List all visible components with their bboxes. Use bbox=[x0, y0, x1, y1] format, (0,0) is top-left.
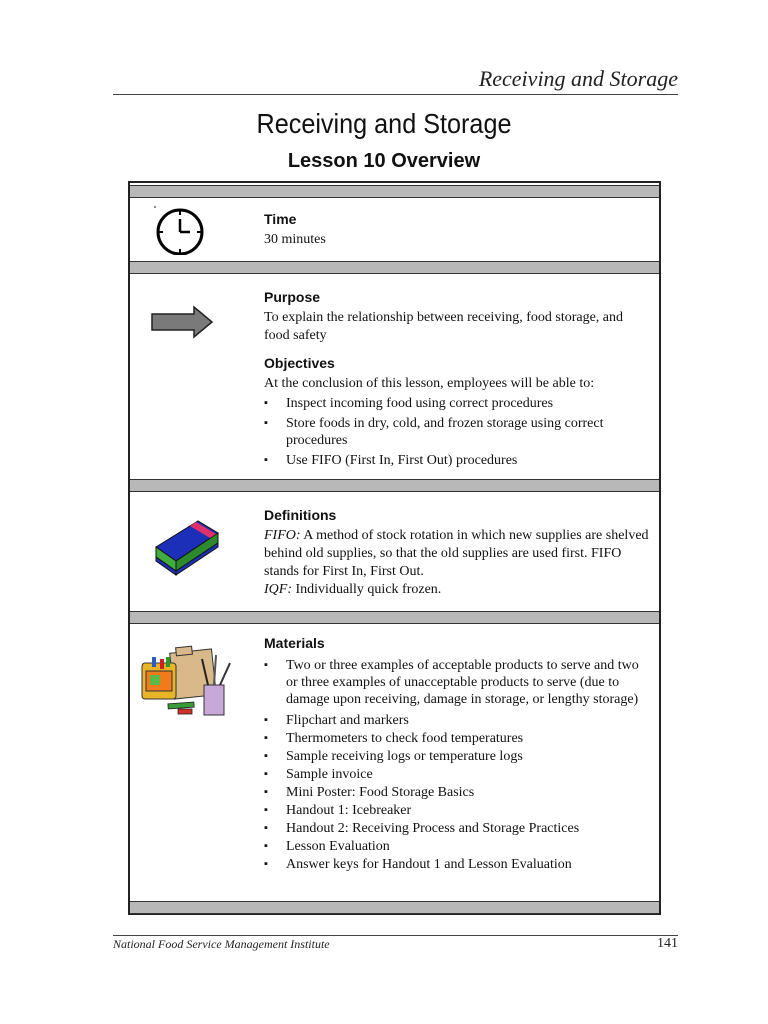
list-item: ▪ Use FIFO (First In, First Out) procedures bbox=[264, 452, 649, 469]
separator-bar bbox=[130, 901, 659, 914]
running-head: Receiving and Storage bbox=[478, 66, 678, 91]
page-title: Receiving and Storage bbox=[256, 108, 512, 139]
page-number: 141 bbox=[657, 936, 678, 951]
list-item: ▪ Store foods in dry, cold, and frozen storage using correct procedures bbox=[264, 415, 649, 449]
header-rule bbox=[113, 94, 678, 95]
footer-rule bbox=[113, 935, 678, 936]
iqf-term: IQF: bbox=[264, 582, 292, 597]
list-item: ▪ Two or three examples of acceptable products to serve and two or three examples of unacceptable products to serve (due to damage upon receiving, damage in storage, or lengthy storage) bbox=[264, 657, 649, 708]
list-item: ▪ Handout 2: Receiving Process and Storage Practices bbox=[264, 820, 649, 837]
list-item: ▪ Mini Poster: Food Storage Basics bbox=[264, 784, 649, 801]
objectives-heading: Objectives bbox=[264, 355, 335, 371]
fifo-term: FIFO: bbox=[264, 528, 301, 543]
objectives-intro: At the conclusion of this lesson, employees will be able to: bbox=[264, 376, 595, 391]
list-item: ▪ Sample invoice bbox=[264, 766, 649, 783]
purpose-heading: Purpose bbox=[264, 289, 321, 305]
fifo-text: A method of stock rotation in which new supplies are shelved behind old supplies, so that the old supplies are used first. FIFO stands for First In, First Out. bbox=[264, 528, 649, 579]
objectives-list bbox=[264, 395, 649, 469]
list-item: ▪ Lesson Evaluation bbox=[264, 838, 649, 855]
materials-section bbox=[130, 625, 659, 901]
iqf-definition bbox=[264, 581, 649, 599]
page-subtitle: Lesson 10 Overview bbox=[287, 150, 481, 172]
definitions-section bbox=[130, 493, 659, 611]
fifo-definition bbox=[264, 527, 649, 581]
separator-bar bbox=[130, 479, 659, 492]
separator-bar bbox=[130, 261, 659, 274]
list-item: ▪ Sample receiving logs or temperature logs bbox=[264, 748, 649, 765]
materials-heading: Materials bbox=[264, 635, 325, 651]
book-icon bbox=[150, 507, 226, 584]
list-item: ▪ Thermometers to check food temperatures bbox=[264, 730, 649, 747]
arrow-right-icon bbox=[150, 305, 214, 344]
iqf-text: Individually quick frozen. bbox=[292, 582, 442, 597]
separator-bar bbox=[130, 611, 659, 624]
time-heading: Time bbox=[264, 211, 297, 227]
definitions-heading: Definitions bbox=[264, 507, 337, 523]
clock-icon bbox=[152, 205, 212, 260]
separator-bar bbox=[130, 185, 659, 198]
school-supplies-icon bbox=[138, 645, 238, 726]
materials-list bbox=[264, 657, 649, 873]
purpose-text: To explain the relationship between receiving, food storage, and food safety bbox=[264, 310, 624, 343]
list-item: ▪ Inspect incoming food using correct procedures bbox=[264, 395, 649, 412]
time-value: 30 minutes bbox=[264, 232, 326, 247]
purpose-section bbox=[130, 275, 659, 479]
time-section bbox=[130, 199, 659, 261]
overview-box bbox=[128, 181, 661, 915]
list-item: ▪ Answer keys for Handout 1 and Lesson Evaluation bbox=[264, 856, 649, 873]
footer-institute: National Food Service Management Institute bbox=[113, 937, 330, 951]
list-item: ▪ Handout 1: Icebreaker bbox=[264, 802, 649, 819]
list-item: ▪ Flipchart and markers bbox=[264, 712, 649, 729]
